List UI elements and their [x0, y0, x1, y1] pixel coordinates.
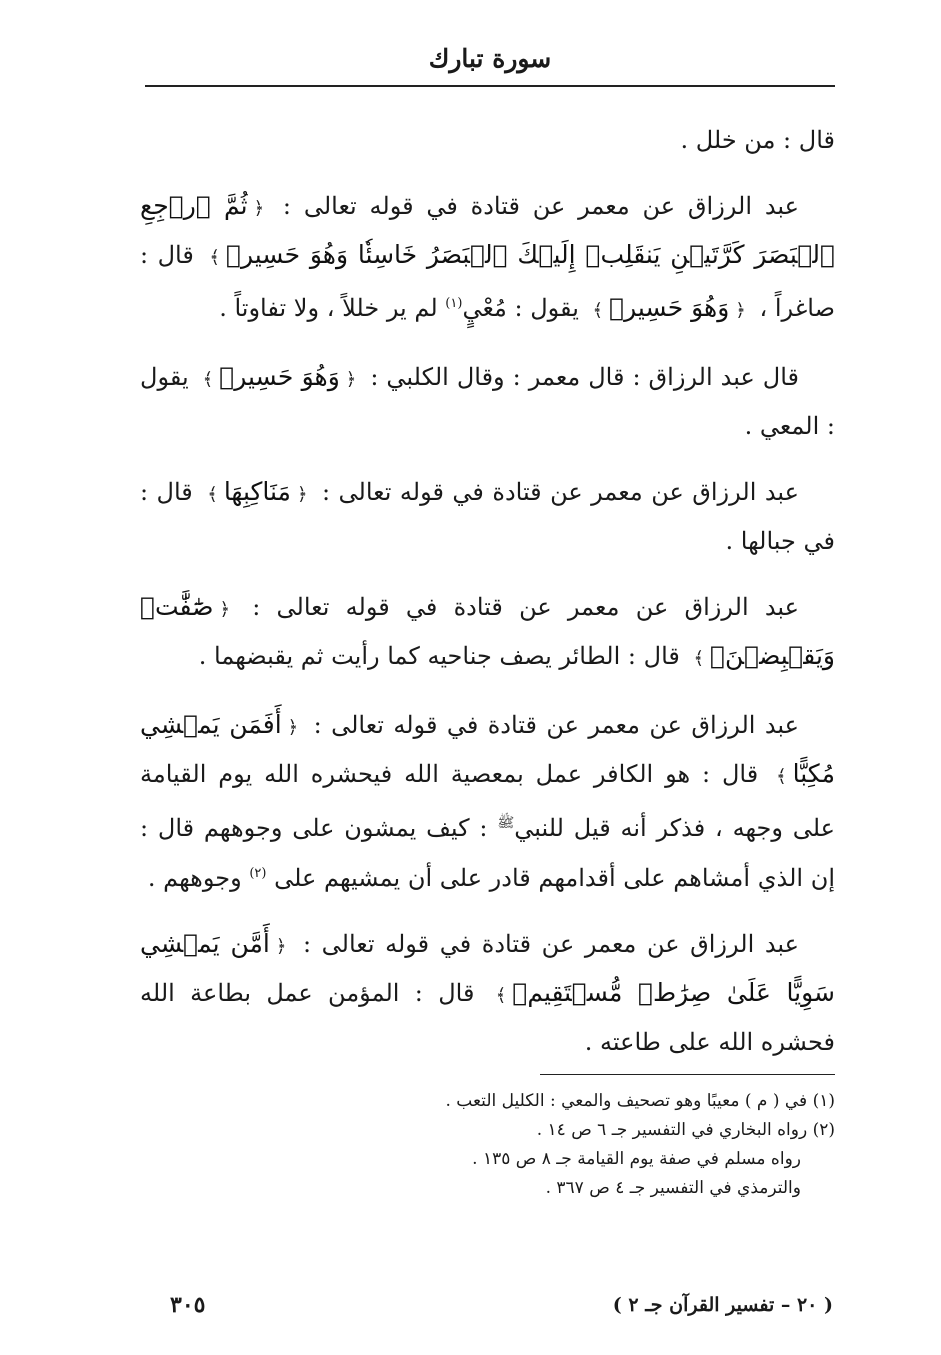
footnote-rule	[540, 1074, 835, 1075]
narration-text: قال عبد الرزاق : قال معمر : وقال الكلبي :	[370, 363, 799, 391]
narration-text: عبد الرزاق عن معمر عن قتادة في قوله تعالى :	[313, 711, 799, 739]
paragraph-4	[140, 584, 835, 682]
quran-verse: وَهُوَ حَسِيرٞ	[219, 362, 340, 391]
paragraph-0	[140, 117, 835, 163]
narration-text: يقول : المعي .	[140, 363, 835, 440]
narration-text: يقول : مُعْيٍ	[462, 294, 579, 322]
page-number: ٣٠٥	[170, 1292, 206, 1318]
footnote-2: (٢) رواه البخاري في التفسير جـ ٦ ص ١٤ .	[536, 1120, 835, 1140]
footnotes	[140, 1087, 835, 1203]
ornate-bracket-close: ﴾	[776, 766, 787, 787]
footnote-ref-2[interactable]: (٢)	[249, 866, 267, 881]
paragraph-6	[140, 921, 835, 1065]
narration-text: لم ير خللاً ، ولا تفاوتاً .	[219, 294, 438, 322]
footnote-2-line-2: رواه مسلم في صفة يوم القيامة جـ ٨ ص ١٣٥ .	[472, 1149, 801, 1169]
ornate-bracket-open: ﴿	[219, 599, 230, 620]
ornate-bracket-close: ﴾	[209, 247, 220, 268]
quran-verse: صَٰٓفَّٰتٖ وَيَقۡبِضۡنَۚ	[140, 592, 835, 670]
paragraph-1	[140, 183, 835, 334]
narration-text: قال : الطائر يصف جناحيه كما رأيت ثم يقبضهما .	[198, 642, 680, 670]
volume-signature: ( ٢٠ – تفسير القرآن جـ ٢ )	[612, 1294, 833, 1316]
ornate-bracket-open: ﴿	[345, 369, 357, 390]
footnote-2-line-3: والترمذي في التفسير جـ ٤ ص ٣٦٧ .	[545, 1178, 801, 1198]
narration-text: قال : في جبالها .	[140, 478, 835, 555]
ornate-bracket-close: ﴾	[495, 985, 507, 1006]
narration-text: وجوههم .	[147, 864, 242, 892]
ornate-bracket-open: ﴿	[296, 484, 308, 505]
main-text	[140, 117, 835, 1085]
paragraph-2	[140, 354, 835, 449]
quran-verse: أَمَّن يَمۡشِي سَوِيًّا عَلَىٰ صِرَٰطٖ مُّسۡتَقِيمٖ	[140, 929, 835, 1007]
footnote-ref-1[interactable]: (١)	[445, 296, 463, 311]
ornate-bracket-close: ﴾	[693, 648, 705, 669]
paragraph-text: قال : من خلل .	[680, 126, 835, 154]
ornate-bracket-open: ﴿	[275, 936, 287, 957]
narration-text: قال : صاغراً ،	[140, 241, 835, 322]
ornate-bracket-close: ﴾	[592, 300, 604, 321]
ornate-bracket-open: ﴿	[253, 198, 265, 219]
narration-text: قال : المؤمن عمل بطاعة الله فحشره الله على طاعته .	[140, 979, 835, 1056]
ornate-bracket-open: ﴿	[735, 300, 746, 321]
salawat-ligature: ﷺ	[497, 815, 515, 831]
quran-verse: أَفَمَن يَمۡشِي مُكِبًّا	[140, 710, 835, 788]
ornate-bracket-close: ﴾	[207, 484, 218, 505]
quran-verse: ثُمَّ ٱرۡجِعِ ٱلۡبَصَرَ كَرَّتَيۡنِ يَنقَلِبۡ إِلَيۡكَ ٱلۡبَصَرُ خَاسِئٗا وَهُوَ حَسِيرٞ	[140, 191, 835, 269]
footnote-1: (١) في ( م ) معيبًا وهو تصحيف والمعي : الكليل التعب .	[445, 1091, 835, 1111]
quran-verse: وَهُوَ حَسِيرٞ	[609, 293, 730, 322]
narration-text: قال : هو الكافر عمل بمعصية الله فيحشره الله يوم القيامة على وجهه ، فذكر أنه قيل للنبي	[140, 760, 836, 842]
narration-text: : كيف يمشون على وجوههم قال : إن الذي أمشاهم على أقدامهم قادر على أن يمشيهم على	[140, 814, 835, 892]
ornate-bracket-open: ﴿	[287, 717, 299, 738]
running-head: سورة تبارك	[428, 44, 552, 73]
quran-verse: مَنَاكِبِهَا	[223, 477, 291, 506]
narration-text: عبد الرزاق عن معمر عن قتادة في قوله تعالى :	[282, 192, 799, 220]
header-rule	[145, 85, 835, 87]
narration-text: عبد الرزاق عن معمر عن قتادة في قوله تعالى :	[302, 930, 799, 958]
narration-text: عبد الرزاق عن معمر عن قتادة في قوله تعالى :	[321, 478, 799, 506]
ornate-bracket-close: ﴾	[202, 369, 214, 390]
narration-text: عبد الرزاق عن معمر عن قتادة في قوله تعالى :	[252, 593, 799, 621]
paragraph-5	[140, 702, 835, 901]
paragraph-3	[140, 469, 835, 564]
